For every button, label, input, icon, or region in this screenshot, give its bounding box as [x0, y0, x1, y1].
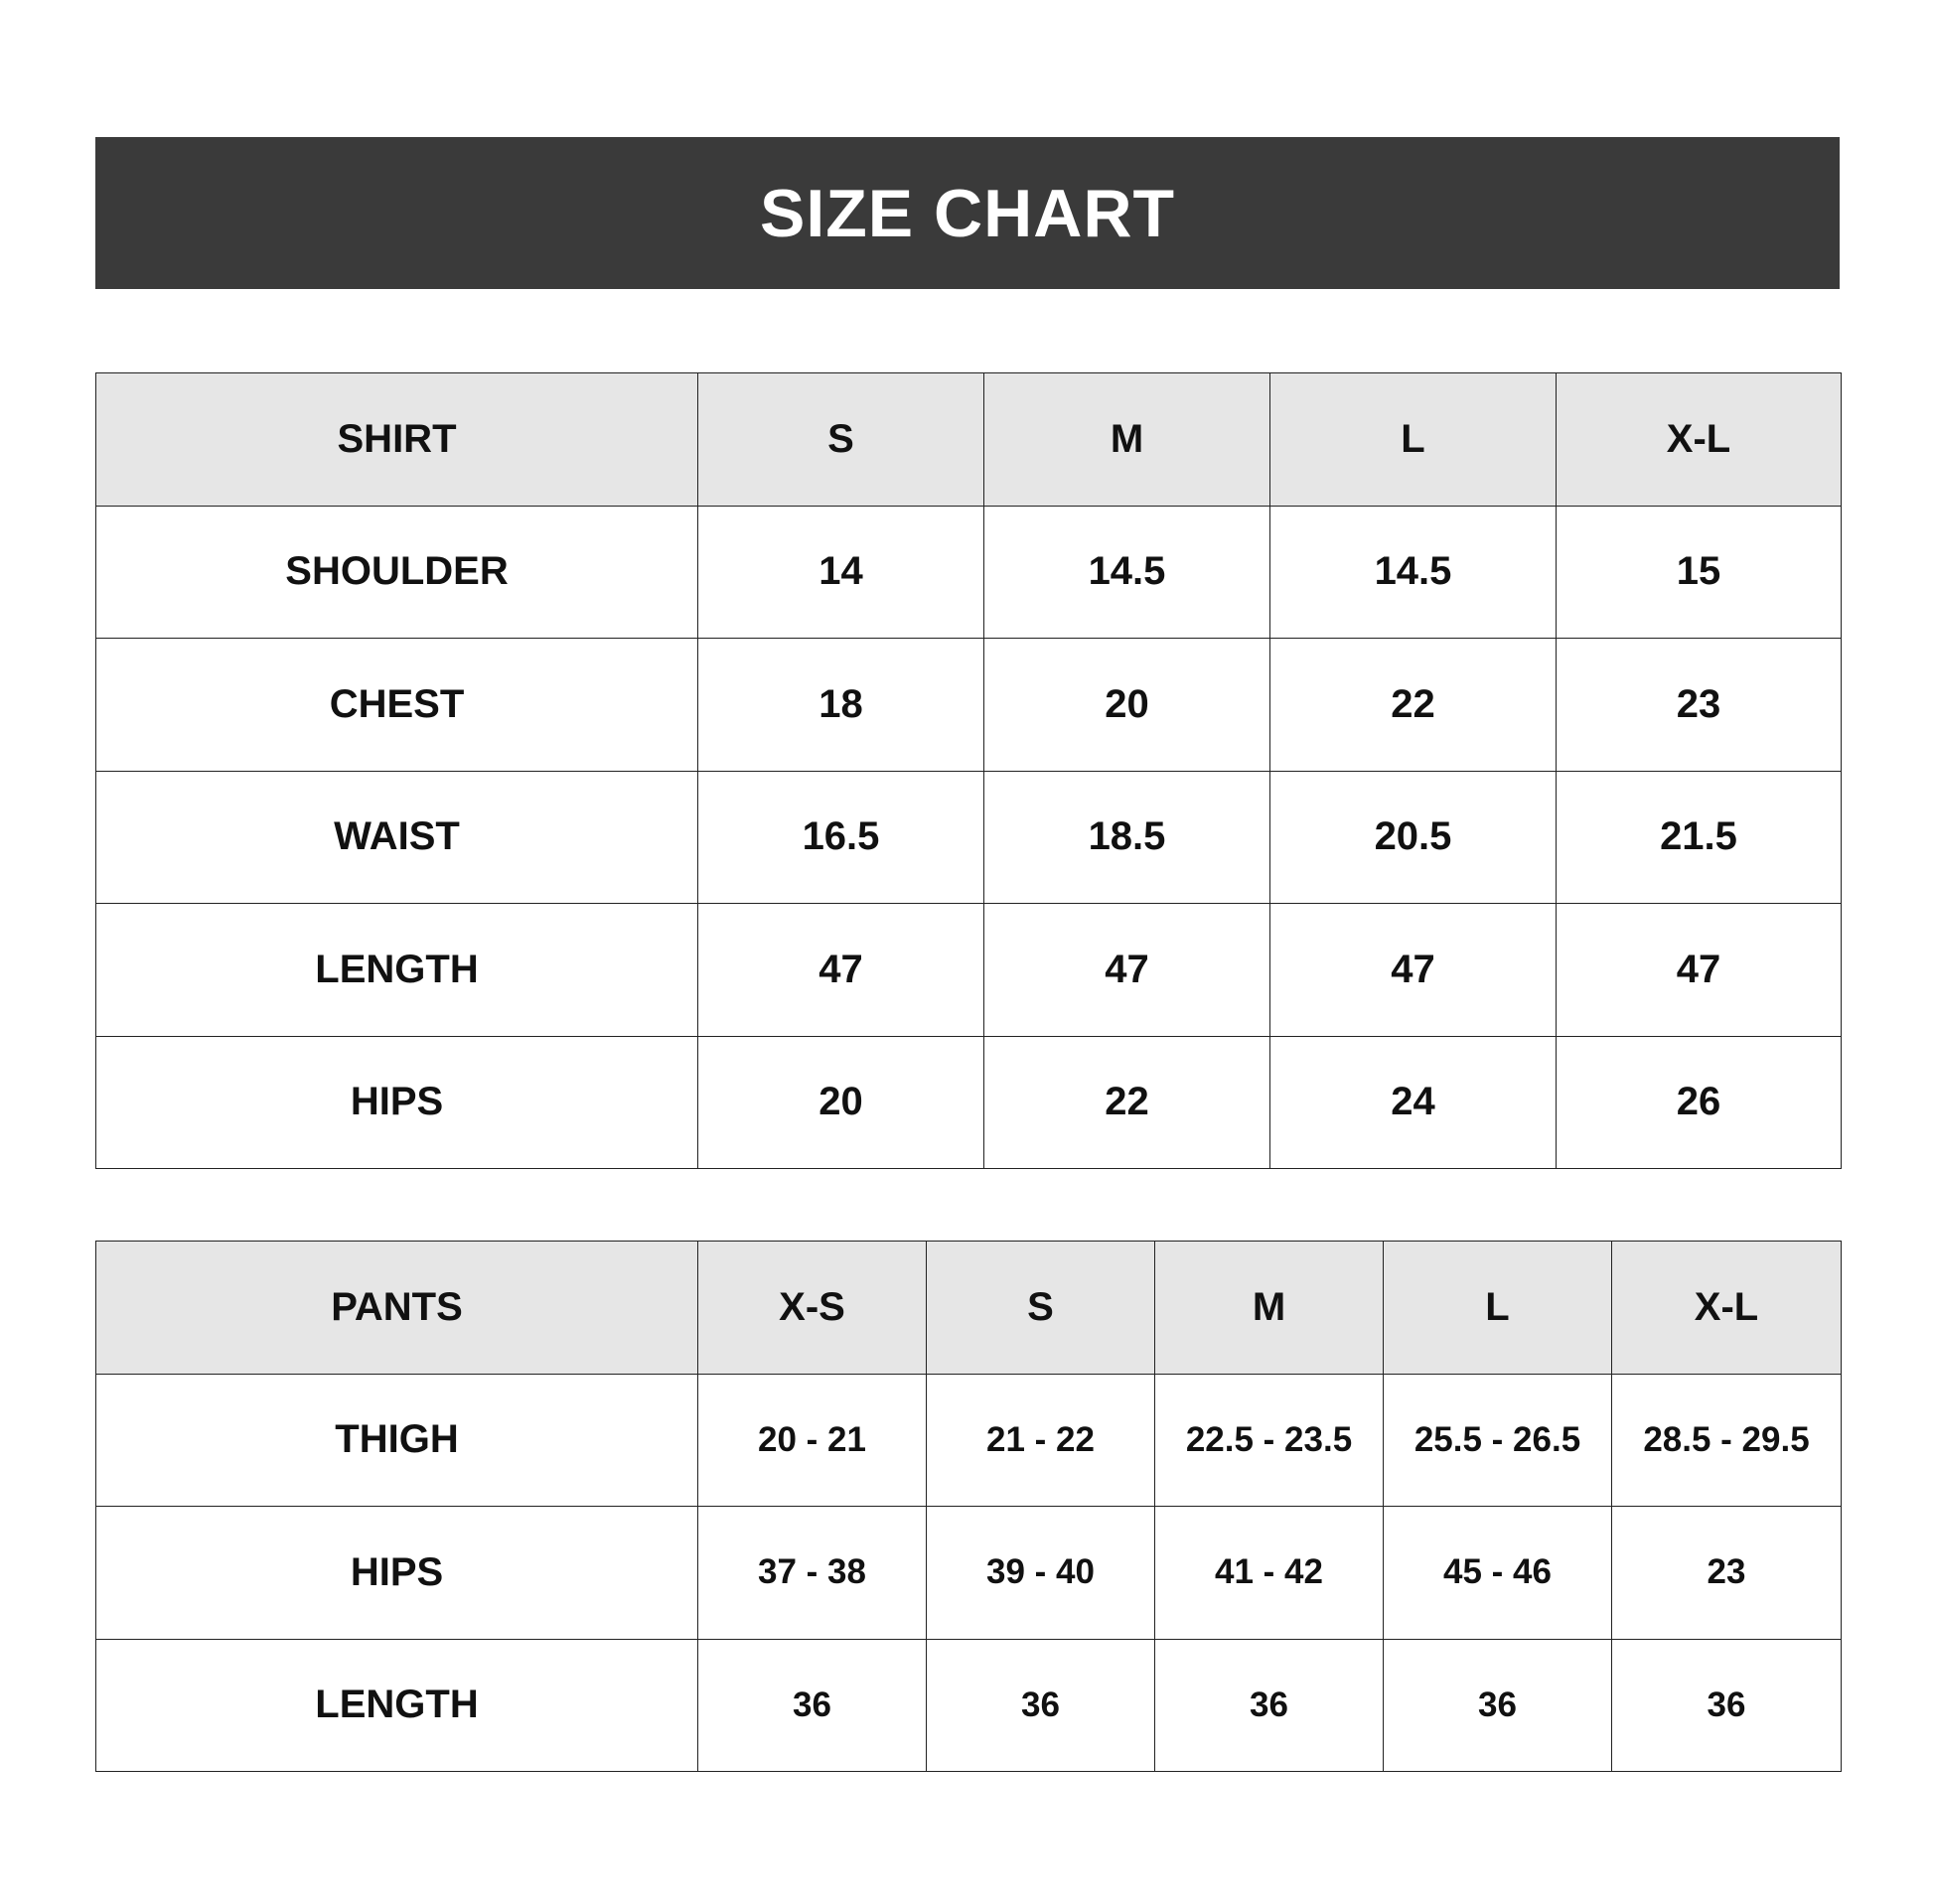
pants-header-cell: X-L: [1612, 1242, 1842, 1375]
table-row: [96, 506, 1842, 639]
table-cell: 18: [698, 639, 984, 772]
pants-header-row: [96, 1242, 1842, 1375]
table-row: [96, 1507, 1842, 1640]
table-cell: 47: [698, 904, 984, 1037]
table-cell: 47: [1557, 904, 1842, 1037]
table-cell: 14: [698, 506, 984, 639]
shirt-header-cell: SHIRT: [96, 373, 698, 507]
pants-header-cell: M: [1155, 1242, 1384, 1375]
table-cell: 16.5: [698, 771, 984, 904]
table-cell: 47: [1270, 904, 1557, 1037]
row-label: LENGTH: [96, 904, 698, 1037]
row-label: HIPS: [96, 1036, 698, 1169]
table-cell: 14.5: [984, 506, 1270, 639]
table-row: [96, 1374, 1842, 1507]
row-label: SHOULDER: [96, 506, 698, 639]
table-cell: 18.5: [984, 771, 1270, 904]
table-row: [96, 639, 1842, 772]
pants-header-cell: L: [1384, 1242, 1612, 1375]
table-cell: 21.5: [1557, 771, 1842, 904]
table-cell: 23: [1557, 639, 1842, 772]
table-cell: 45 - 46: [1384, 1507, 1612, 1640]
pants-header-cell: S: [927, 1242, 1155, 1375]
shirt-header-row: [96, 373, 1842, 507]
shirt-header-cell: L: [1270, 373, 1557, 507]
table-cell: 22: [984, 1036, 1270, 1169]
table-row: [96, 1036, 1842, 1169]
row-label: THIGH: [96, 1374, 698, 1507]
table-cell: 14.5: [1270, 506, 1557, 639]
table-cell: 15: [1557, 506, 1842, 639]
table-cell: 20 - 21: [698, 1374, 927, 1507]
table-cell: 21 - 22: [927, 1374, 1155, 1507]
shirt-header-cell: M: [984, 373, 1270, 507]
shirt-size-table: [95, 372, 1842, 1169]
table-cell: 36: [927, 1639, 1155, 1772]
table-cell: 20: [698, 1036, 984, 1169]
table-cell: 26: [1557, 1036, 1842, 1169]
pants-size-table: [95, 1241, 1842, 1772]
table-cell: 36: [1384, 1639, 1612, 1772]
table-cell: 47: [984, 904, 1270, 1037]
pants-header-cell: X-S: [698, 1242, 927, 1375]
table-cell: 36: [698, 1639, 927, 1772]
table-cell: 28.5 - 29.5: [1612, 1374, 1842, 1507]
table-cell: 22.5 - 23.5: [1155, 1374, 1384, 1507]
title-banner: [95, 137, 1840, 289]
row-label: WAIST: [96, 771, 698, 904]
shirt-header-cell: S: [698, 373, 984, 507]
table-cell: 37 - 38: [698, 1507, 927, 1640]
table-cell: 23: [1612, 1507, 1842, 1640]
pants-header-cell: PANTS: [96, 1242, 698, 1375]
table-cell: 36: [1612, 1639, 1842, 1772]
table-cell: 25.5 - 26.5: [1384, 1374, 1612, 1507]
table-cell: 20: [984, 639, 1270, 772]
shirt-header-cell: X-L: [1557, 373, 1842, 507]
table-cell: 20.5: [1270, 771, 1557, 904]
table-cell: 22: [1270, 639, 1557, 772]
row-label: CHEST: [96, 639, 698, 772]
table-cell: 41 - 42: [1155, 1507, 1384, 1640]
table-cell: 36: [1155, 1639, 1384, 1772]
page-title: SIZE CHART: [760, 175, 1175, 251]
row-label: LENGTH: [96, 1639, 698, 1772]
table-cell: 24: [1270, 1036, 1557, 1169]
row-label: HIPS: [96, 1507, 698, 1640]
table-row: [96, 1639, 1842, 1772]
table-cell: 39 - 40: [927, 1507, 1155, 1640]
table-row: [96, 904, 1842, 1037]
table-row: [96, 771, 1842, 904]
